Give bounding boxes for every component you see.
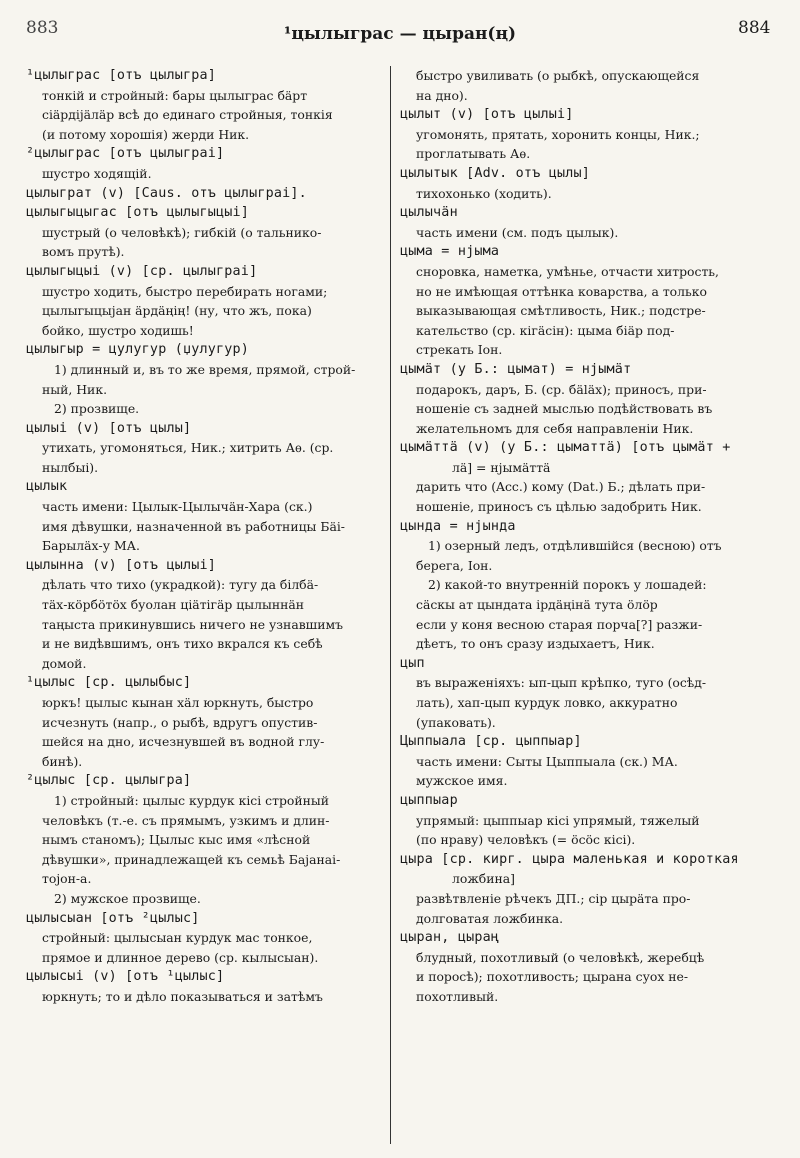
definition-line: прямое и длинное дерево (ср. кылысыан). — [42, 949, 319, 965]
definition-line: проглатывать Аѳ. — [416, 146, 531, 162]
definition-line: юркъ! цылыс кынан хäл юркнуть, быстро — [42, 695, 314, 710]
headword-line: цылычäн — [400, 205, 458, 221]
definition-line: дарить что (Acc.) кому (Dat.) Б.; дѣлать при- — [416, 479, 706, 495]
headword-line: цылыi (v) [отъ цылы] — [26, 420, 192, 436]
definition-line: шустро ходящiй. — [42, 165, 152, 181]
right-column — [400, 66, 780, 1146]
headword-line: цымäттä (v) (у Б.: цыматтä) [отъ цымäт + — [400, 440, 731, 456]
definition-line: лä] = нјымäттä — [452, 459, 551, 475]
headword-line: цыра [ср. кирг. цыра маленькая и короткая — [400, 851, 739, 867]
definition-line: бойко, шустро ходишь! — [42, 322, 194, 338]
headword-line: цылыгыцыi (v) [ср. цылыграi] — [26, 263, 258, 279]
definition-line: (и потому хорошiя) жерди Ник. — [42, 126, 250, 142]
definition-line: ложбина] — [452, 871, 515, 887]
definition-line: дѣлать что тихо (украдкой): тугу да бiлбä- — [42, 577, 319, 593]
definition-line: часть имени: Цылык-Цылычäн-Хара (ск.) — [42, 499, 313, 515]
headword-line: цыран, цыраң — [400, 930, 500, 946]
definition-line: развѣтвленiе рѣчекъ ДП.; сiр цырäта про- — [416, 890, 691, 906]
headword-line: ¹цылыс [ср. цылыбыс] — [26, 675, 192, 691]
headword-line: цында = нјында — [400, 518, 516, 534]
definition-line: таңыста прикинувшись ничего не узнавшимъ — [42, 616, 343, 632]
definition-line: берега, Іон. — [416, 557, 493, 573]
definition-line: сäскы ат цындата iрдäңiнä тута öлöр — [416, 597, 658, 613]
definition-line: угомонять, прятать, хоронить концы, Ник.; — [416, 126, 700, 142]
headword-line: ²цылыс [ср. цылыгра] — [26, 773, 192, 789]
page-title: ¹цылыграс — цыран(ң) — [283, 24, 517, 44]
definition-line: шустро ходить, быстро перебирать ногами; — [42, 283, 328, 299]
definition-line: цылыгыцыјан äрдäңiң! (ну, что жъ, пока) — [42, 303, 312, 319]
definition-line: нылбыi). — [42, 459, 99, 475]
definition-line: Барылäх-у МА. — [42, 538, 140, 554]
definition-line: но не имѣющая оттѣнка коварства, а только — [416, 283, 707, 299]
headword-line: ²цылыграс [отъ цылыграi] — [26, 146, 225, 162]
headword-line: цылысыi (v) [отъ ¹цылыс] — [26, 969, 225, 985]
definition-line: быстро увиливать (о рыбкѣ, опускающейся — [416, 68, 700, 83]
definition-line: юркнуть; то и дѣло показываться и затѣмъ — [42, 988, 323, 1004]
headword-line: цылыт (v) [отъ цылыi] — [400, 107, 574, 123]
headword-line: цып — [400, 655, 425, 671]
definition-line: (упаковать). — [416, 714, 496, 730]
headword-line: цымäт (у Б.: цымат) = нјымäт — [400, 361, 632, 377]
definition-line: похотливый. — [416, 988, 499, 1004]
definition-line: (по нраву) человѣкъ (= öсöс кiсi). — [416, 832, 636, 848]
definition-line: 2) мужское прозвище. — [54, 890, 201, 906]
definition-line: бинѣ). — [42, 753, 83, 769]
definition-line: 1) стройный: цылыс курдук кiсi стройный — [54, 792, 329, 808]
definition-line: и поросѣ); похотливость; цырана суох не- — [416, 969, 689, 985]
definition-line: утихать, угомоняться, Ник.; хитрить Аѳ. (ср. — [42, 440, 334, 456]
definition-line: лать), хап-цып курдук ловко, аккуратно — [416, 695, 678, 710]
definition-line: имя дѣвушки, назначенной въ работницы Бäi- — [42, 518, 345, 534]
definition-line: тихохонько (ходить). — [416, 185, 552, 201]
definition-line: шустрый (о человѣкѣ); гибкiй (о тальнико- — [42, 224, 322, 240]
page-number-right: 884 — [738, 18, 771, 38]
definition-line: тојон-а. — [42, 871, 92, 887]
definition-line: сiäрдiјäлäр всѣ до единаго стройныя, тонкiя — [42, 107, 333, 123]
definition-line: сноровка, наметка, умѣнье, отчасти хитрость, — [416, 263, 719, 279]
definition-line: желательномъ для себя направленiи Ник. — [416, 420, 694, 436]
column-divider — [390, 66, 391, 1144]
headword-line: цыма = нјыма — [400, 244, 500, 260]
headword-line: цылыгыр = цулугур (џулугур) — [26, 342, 250, 358]
definition-line: ношенiе, приносъ съ цѣлью задобрить Ник. — [416, 499, 702, 515]
definition-line: часть имени (см. подъ цылык). — [416, 224, 619, 240]
definition-line: нымъ станомъ); Цылыс кыс имя «лѣсной — [42, 832, 311, 848]
definition-line: на дно). — [416, 87, 468, 103]
definition-line: кательство (ср. кiгäсiн): цыма бiäр под- — [416, 322, 675, 338]
definition-line: стрекать Іон. — [416, 342, 503, 358]
definition-line: 1) озерный ледъ, отдѣлившiйся (весною) отъ — [428, 538, 722, 554]
page-header — [0, 0, 800, 60]
headword-line: ¹цылыграс [отъ цылыгра] — [26, 68, 217, 83]
headword-line: цылыграт (v) [Caus. отъ цылыграi]. — [26, 185, 307, 201]
definition-line: мужское имя. — [416, 773, 508, 789]
definition-line: 1) длинный и, въ то же время, прямой, строй- — [54, 361, 356, 377]
definition-line: упрямый: цыппыар кiсi упрямый, тяжелый — [416, 812, 700, 828]
definition-line: блудный, похотливый (о человѣкѣ, жеребцѣ — [416, 949, 705, 965]
definition-line: домой. — [42, 655, 87, 671]
definition-line: выказывающая смѣтливость, Ник.; подстре- — [416, 303, 706, 319]
definition-line: и не видѣвшимъ, онъ тихо вкрался къ себѣ — [42, 636, 323, 652]
definition-line: тонкiй и стройный: бары цылыграс бäрт — [42, 87, 308, 103]
definition-line: тäх-кöрбöтöх буолан цiäтiгäр цылыннäн — [42, 597, 304, 613]
definition-line: исчезнуть (напр., о рыбѣ, вдругъ опустив- — [42, 714, 318, 730]
headword-line: цылынна (v) [отъ цылыi] — [26, 557, 217, 573]
definition-line: 2) прозвище. — [54, 401, 140, 417]
definition-line: если у коня весною старая порча[?] разжи- — [416, 616, 703, 632]
headword-line: цылыгыцыгас [отъ цылыгыцыi] — [26, 205, 250, 221]
definition-line: дѣетъ, то онъ сразу издыхаетъ, Ник. — [416, 636, 655, 652]
headword-line: цылык — [26, 479, 68, 495]
headword-line: цылысыан [отъ ²цылыс] — [26, 910, 200, 926]
page-number-left: 883 — [26, 18, 59, 38]
definition-line: шейся на дно, исчезнувшей въ водной глу- — [42, 734, 325, 750]
headword-line: цыппыар — [400, 792, 458, 808]
headword-line: Цыппыала [ср. цыппыар] — [400, 734, 582, 750]
definition-line: подарокъ, даръ, Б. (ср. бäläх); приносъ, при- — [416, 381, 707, 397]
definition-line: дѣвушки», принадлежащей къ семьѣ Бајанаi- — [42, 851, 341, 867]
definition-line: 2) какой-то внутреннiй порокъ у лошадей: — [428, 577, 707, 593]
definition-line: вомъ прутѣ). — [42, 244, 125, 260]
definition-line: ный, Ник. — [42, 381, 108, 397]
definition-line: ношенiе съ задней мыслью подѣйствовать въ — [416, 401, 713, 417]
left-column — [26, 66, 384, 1146]
definition-line: въ выраженiяхъ: ып-цып крѣпко, туго (осѣд- — [416, 675, 707, 691]
definition-line: часть имени: Сыты Цыппыала (ск.) МА. — [416, 753, 678, 769]
headword-line: цылытык [Adv. отъ цылы] — [400, 165, 591, 181]
definition-line: человѣкъ (т.-е. съ прямымъ, узкимъ и длин- — [42, 812, 330, 828]
definition-line: долговатая ложбинка. — [416, 910, 564, 926]
definition-line: стройный: цылысыан курдук мас тонкое, — [42, 930, 313, 946]
